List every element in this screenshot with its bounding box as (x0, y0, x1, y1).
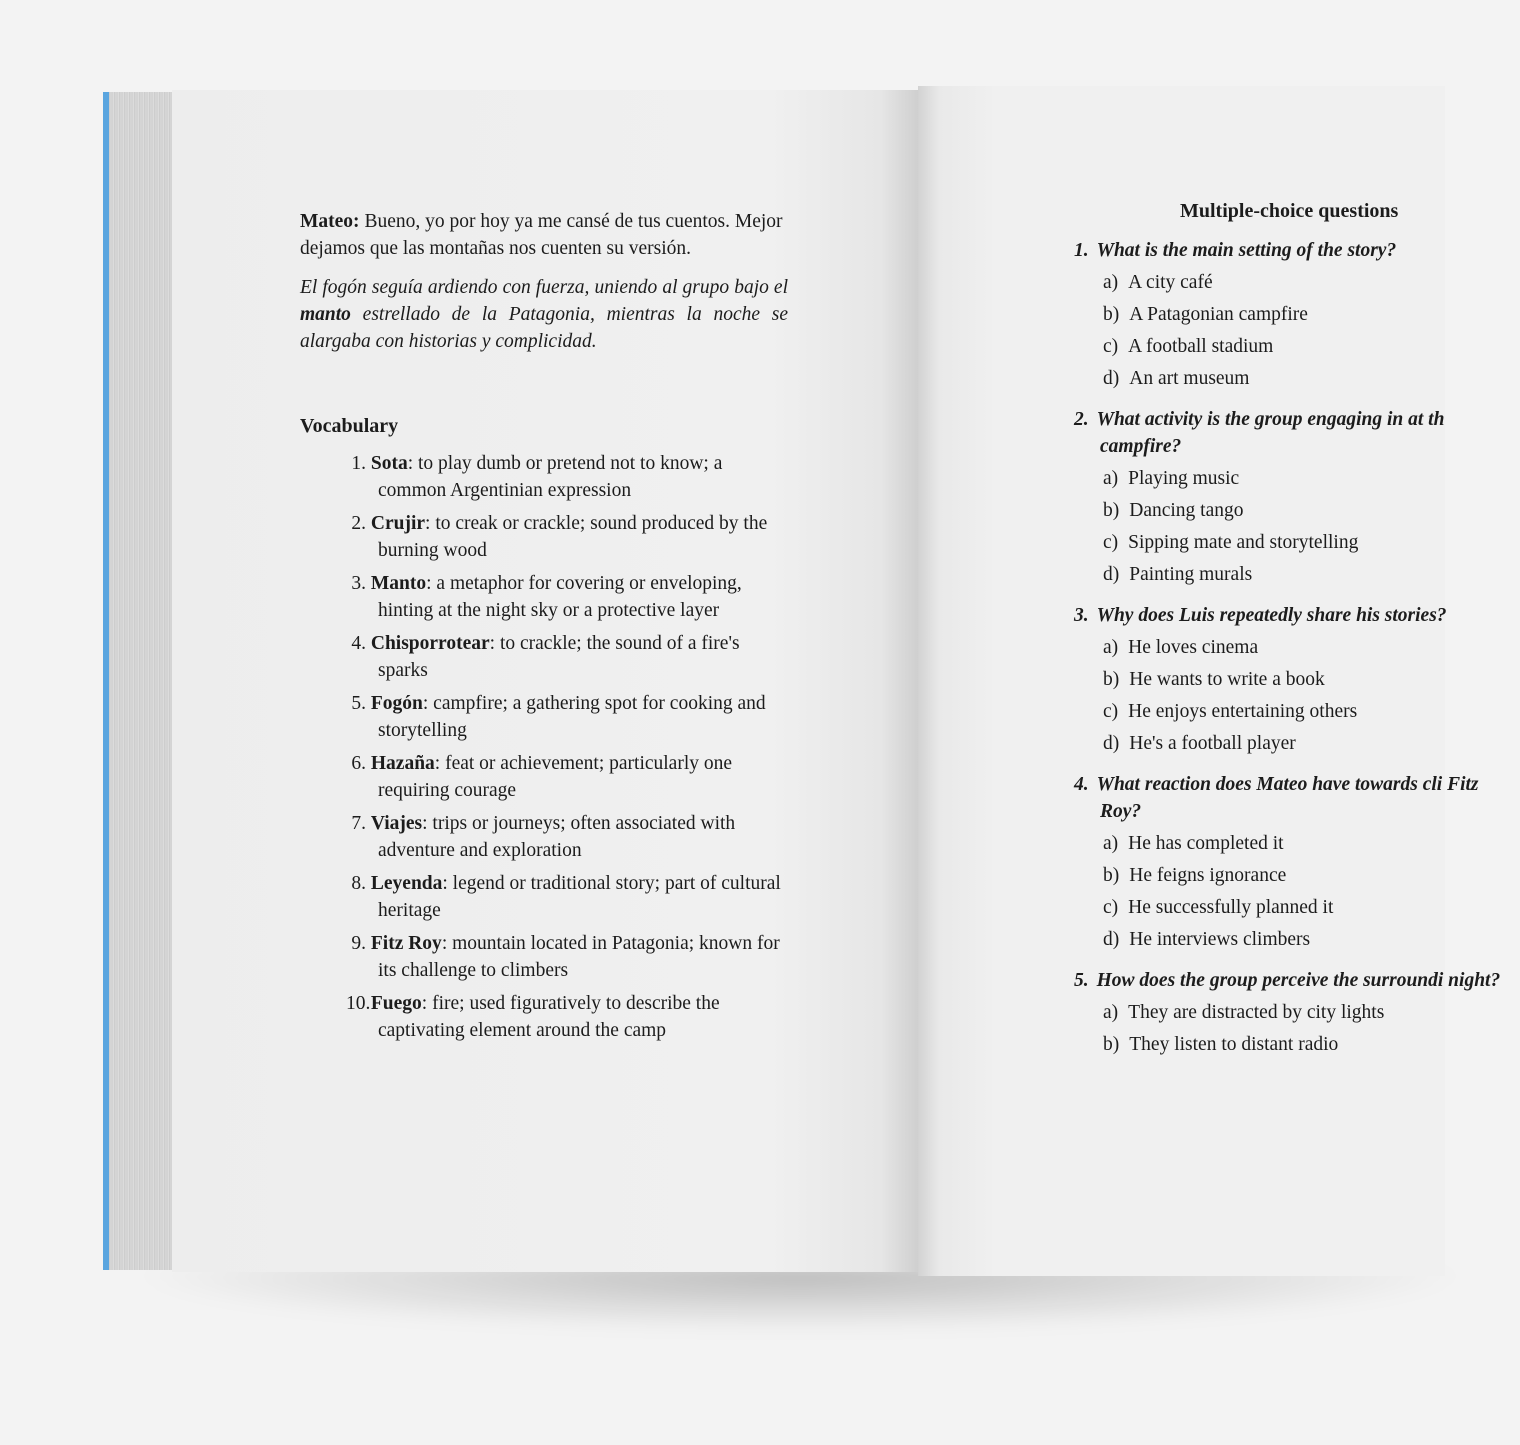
vocab-number: 5. (351, 693, 366, 714)
option-letter: b) (1103, 1034, 1120, 1055)
option-text: Sipping mate and storytelling (1128, 532, 1359, 553)
option-letter: b) (1103, 500, 1120, 521)
vocab-term: Sota (370, 453, 408, 474)
vocab-definition: : to crackle; the sound of a fire's sparks (378, 633, 740, 681)
option-text: An art museum (1129, 368, 1250, 389)
option-text: Dancing tango (1129, 500, 1244, 521)
option-text: He's a football player (1129, 733, 1296, 754)
question-text (1068, 967, 1520, 994)
vocab-term: Hazaña (370, 753, 435, 774)
left-page (172, 90, 918, 1272)
vocab-number: 10. (346, 993, 371, 1014)
vocab-item (346, 630, 788, 684)
left-page-content (300, 208, 788, 1050)
option-text: He interviews climbers (1129, 929, 1311, 950)
option-text: He has completed it (1128, 833, 1284, 854)
answer-option (1068, 830, 1488, 857)
option-text: A football stadium (1128, 336, 1274, 357)
narration-text-2: estrellado de la Patagonia, mientras la noche se alargaba con historias y complicidad. (300, 304, 788, 352)
questions-list (1068, 237, 1501, 1058)
question-text (1068, 406, 1520, 460)
question-block (1068, 406, 1488, 588)
option-letter: c) (1103, 701, 1119, 722)
option-letter: a) (1103, 833, 1119, 854)
vocab-term: Fuego (370, 993, 422, 1014)
question-number: 3. (1074, 605, 1089, 626)
question-label: What is the main setting of the story? (1096, 240, 1397, 261)
question-label: What activity is the group engaging in at th campfire? (1096, 409, 1445, 457)
option-letter: a) (1103, 1002, 1119, 1023)
option-letter: a) (1103, 272, 1119, 293)
option-text: He enjoys entertaining others (1128, 701, 1358, 722)
narration-paragraph (300, 274, 788, 355)
option-text: Playing music (1128, 468, 1240, 489)
vocabulary-heading: Vocabulary (300, 415, 399, 437)
option-text: Painting murals (1129, 564, 1253, 585)
page-stack-edge (109, 92, 173, 1270)
vocab-definition: : feat or achievement; particularly one requiring courage (378, 753, 733, 801)
speaker-name: Mateo: (300, 211, 360, 232)
question-block (1068, 771, 1488, 953)
answer-option (1068, 561, 1488, 588)
vocab-number: 4. (351, 633, 366, 654)
vocab-definition: : legend or traditional story; part of cultural heritage (378, 873, 781, 921)
vocab-number: 8. (351, 873, 366, 894)
question-label: Why does Luis repeatedly share his stories? (1096, 605, 1447, 626)
vocab-item (346, 870, 788, 924)
option-text: They listen to distant radio (1129, 1034, 1339, 1055)
vocab-term: Manto (370, 573, 427, 594)
vocab-item (346, 510, 788, 564)
question-block (1068, 967, 1501, 1058)
option-text: They are distracted by city lights (1128, 1002, 1385, 1023)
vocab-number: 9. (351, 933, 366, 954)
option-text: He loves cinema (1128, 637, 1259, 658)
option-text: He successfully planned it (1128, 897, 1334, 918)
option-letter: d) (1103, 929, 1120, 950)
question-text (1068, 602, 1520, 629)
question-block (1068, 602, 1488, 757)
answer-option (1068, 698, 1488, 725)
answer-option (1068, 1031, 1488, 1058)
vocab-item (346, 570, 788, 624)
vocab-item (346, 450, 788, 504)
answer-option (1068, 529, 1488, 556)
question-text (1068, 771, 1520, 825)
vocab-term: Crujir (370, 513, 426, 534)
option-text: He wants to write a book (1129, 669, 1325, 690)
vocabulary-list (300, 450, 788, 1044)
vocab-definition: : mountain located in Patagonia; known for its challenge to climbers (378, 933, 780, 981)
vocab-number: 1. (351, 453, 366, 474)
vocab-term: Chisporrotear (370, 633, 490, 654)
vocab-definition: : to play dumb or pretend not to know; a common Argentinian expression (378, 453, 723, 501)
option-letter: d) (1103, 733, 1120, 754)
narration-bold-word: manto (300, 304, 351, 325)
vocab-term: Viajes (370, 813, 423, 834)
option-letter: b) (1103, 304, 1120, 325)
option-letter: a) (1103, 468, 1119, 489)
dialogue-text: Bueno, yo por hoy ya me cansé de tus cuentos. Mejor dejamos que las montañas nos cuenten su versión. (300, 211, 783, 259)
answer-option (1068, 497, 1488, 524)
option-letter: b) (1103, 669, 1120, 690)
question-text (1068, 237, 1520, 264)
answer-option (1068, 333, 1488, 360)
vocab-number: 7. (351, 813, 366, 834)
right-page (918, 86, 1501, 1276)
question-label: How does the group perceive the surroundi night? (1096, 970, 1501, 991)
questions-heading: Multiple-choice questions (1180, 200, 1399, 222)
question-number: 1. (1074, 240, 1089, 261)
vocab-item (346, 930, 788, 984)
vocab-term: Fogón (370, 693, 423, 714)
dialogue-paragraph (300, 208, 788, 262)
answer-option (1068, 894, 1488, 921)
option-letter: b) (1103, 865, 1120, 886)
vocab-definition: : a metaphor for covering or enveloping, hinting at the night sky or a protective layer (378, 573, 742, 621)
vocab-item (346, 990, 788, 1044)
vocab-term: Fitz Roy (370, 933, 442, 954)
vocab-item (346, 690, 788, 744)
answer-option (1068, 999, 1488, 1026)
narration-text-1: El fogón seguía ardiendo con fuerza, uniendo al grupo bajo el (300, 277, 788, 298)
vocab-item (346, 810, 788, 864)
question-number: 2. (1074, 409, 1089, 430)
answer-option (1068, 926, 1488, 953)
answer-option (1068, 634, 1488, 661)
vocab-number: 2. (351, 513, 366, 534)
answer-option (1068, 269, 1488, 296)
question-number: 5. (1074, 970, 1089, 991)
right-page-content (1068, 198, 1501, 1072)
option-letter: d) (1103, 564, 1120, 585)
question-label: What reaction does Mateo have towards cli Fitz Roy? (1096, 774, 1479, 822)
option-letter: d) (1103, 368, 1120, 389)
vocab-number: 3. (351, 573, 366, 594)
question-number: 4. (1074, 774, 1089, 795)
answer-option (1068, 465, 1488, 492)
option-text: A city café (1128, 272, 1213, 293)
option-letter: c) (1103, 336, 1119, 357)
answer-option (1068, 365, 1488, 392)
answer-option (1068, 862, 1488, 889)
vocab-item (346, 750, 788, 804)
vocab-term: Leyenda (370, 873, 443, 894)
vocab-definition: : campfire; a gathering spot for cooking and storytelling (378, 693, 766, 741)
answer-option (1068, 730, 1488, 757)
answer-option (1068, 666, 1488, 693)
answer-option (1068, 301, 1488, 328)
vocab-number: 6. (351, 753, 366, 774)
option-text: He feigns ignorance (1129, 865, 1287, 886)
vocab-definition: : to creak or crackle; sound produced by the burning wood (378, 513, 768, 561)
option-text: A Patagonian campfire (1129, 304, 1308, 325)
option-letter: a) (1103, 637, 1119, 658)
option-letter: c) (1103, 532, 1119, 553)
question-block (1068, 237, 1488, 392)
option-letter: c) (1103, 897, 1119, 918)
vocab-definition: : fire; used figuratively to describe the captivating element around the camp (378, 993, 720, 1041)
vocab-definition: : trips or journeys; often associated with adventure and exploration (378, 813, 736, 861)
